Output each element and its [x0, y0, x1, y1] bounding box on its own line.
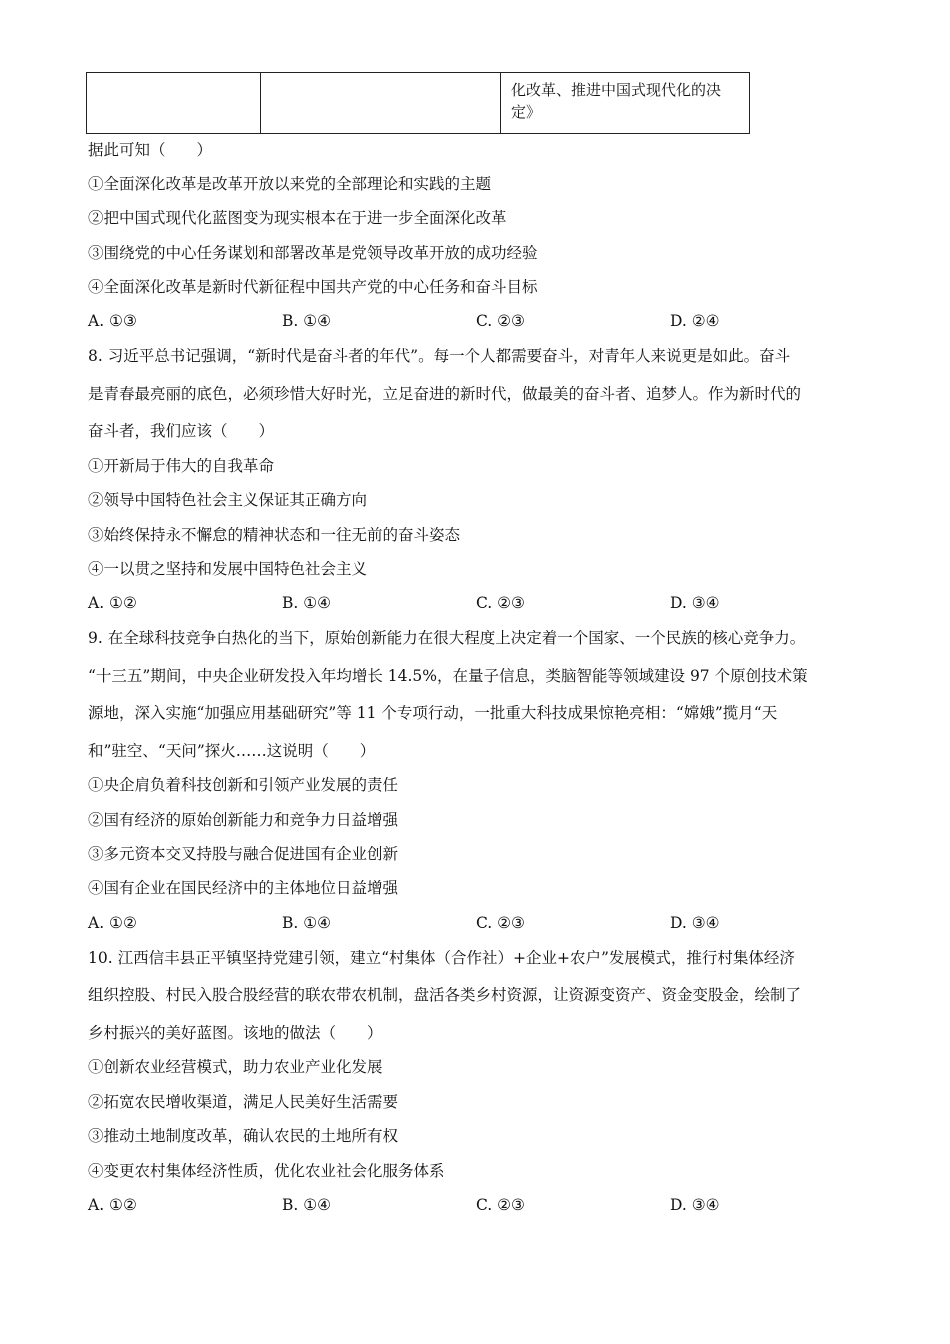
- q7-option-b: B. ①④: [282, 312, 332, 330]
- q10-item-3: ③推动土地制度改革，确认农民的土地所有权: [88, 1127, 399, 1145]
- q9-option-b: B. ①④: [282, 914, 332, 932]
- q9-option-d: D. ③④: [670, 914, 720, 932]
- q9-item-4: ④国有企业在国民经济中的主体地位日益增强: [88, 879, 399, 897]
- table-row: [87, 73, 750, 134]
- q7-option-c: C. ②③: [476, 312, 525, 330]
- q9-stem-line-1: 9. 在全球科技竞争白热化的当下，原始创新能力在很大程度上决定着一个国家、一个民族的核心竞争力。: [88, 629, 806, 647]
- q8-option-c: C. ②③: [476, 594, 525, 612]
- q10-option-c: C. ②③: [476, 1196, 525, 1214]
- q8-stem-line-2: 是青春最亮丽的底色，必须珍惜大好时光，立足奋进的新时代，做最美的奋斗者、追梦人。作为新时代的: [88, 385, 802, 403]
- q7-item-4: ④全面深化改革是新时代新征程中国共产党的中心任务和奋斗目标: [88, 278, 538, 296]
- continuation-table: [86, 72, 750, 134]
- q8-item-1: ①开新局于伟大的自我革命: [88, 457, 275, 475]
- q8-option-d: D. ③④: [670, 594, 720, 612]
- q9-stem-line-2: “十三五”期间，中央企业研发投入年均增长 14.5%，在量子信息，类脑智能等领域建设 97 个原创技术策: [88, 667, 808, 685]
- q8-item-4: ④一以贯之坚持和发展中国特色社会主义: [88, 560, 368, 578]
- q9-stem-line-3: 源地，深入实施“加强应用基础研究”等 11 个专项行动，一批重大科技成果惊艳亮相：“嫦娥”揽月“天: [88, 704, 778, 722]
- q9-item-2: ②国有经济的原始创新能力和竞争力日益增强: [88, 811, 399, 829]
- q8-option-a: A. ①②: [88, 594, 137, 612]
- q9-option-c: C. ②③: [476, 914, 525, 932]
- q9-item-1: ①央企肩负着科技创新和引领产业发展的责任: [88, 776, 399, 794]
- q10-option-b: B. ①④: [282, 1196, 332, 1214]
- q8-item-3: ③始终保持永不懈怠的精神状态和一往无前的奋斗姿态: [88, 526, 461, 544]
- q10-item-1: ①创新农业经营模式，助力农业产业化发展: [88, 1058, 383, 1076]
- q10-item-2: ②拓宽农民增收渠道，满足人民美好生活需要: [88, 1093, 399, 1111]
- q7-item-3: ③围绕党的中心任务谋划和部署改革是党领导改革开放的成功经验: [88, 244, 538, 262]
- q8-option-b: B. ①④: [282, 594, 332, 612]
- q8-stem-line-3: 奋斗者，我们应该（ ）: [88, 422, 275, 440]
- q7-option-d: D. ②④: [670, 312, 720, 330]
- q9-item-3: ③多元资本交叉持股与融合促进国有企业创新: [88, 845, 399, 863]
- table-cell-1: [87, 73, 261, 134]
- q10-stem-line-1: 10. 江西信丰县正平镇坚持党建引领，建立“村集体（合作社）+企业+农户”发展模式，推行村集体经济: [88, 949, 795, 967]
- q7-option-a: A. ①③: [88, 312, 137, 330]
- q9-option-a: A. ①②: [88, 914, 137, 932]
- q7-stem: 据此可知（ ）: [88, 141, 213, 159]
- table-cell-3: 化改革、推进中国式现代化的决定》: [501, 73, 750, 134]
- q10-stem-line-2: 组织控股、村民入股合股经营的联农带农机制，盘活各类乡村资源，让资源变资产、资金变股金，绘制了: [88, 986, 802, 1004]
- q9-stem-line-4: 和”驻空、“天问”探火……这说明（ ）: [88, 742, 376, 760]
- q10-stem-line-3: 乡村振兴的美好蓝图。该地的做法（ ）: [88, 1024, 383, 1042]
- q10-item-4: ④变更农村集体经济性质，优化农业社会化服务体系: [88, 1162, 445, 1180]
- q7-item-1: ①全面深化改革是改革开放以来党的全部理论和实践的主题: [88, 175, 492, 193]
- q10-option-d: D. ③④: [670, 1196, 720, 1214]
- table-cell-2: [261, 73, 501, 134]
- q7-item-2: ②把中国式现代化蓝图变为现实根本在于进一步全面深化改革: [88, 209, 507, 227]
- q10-option-a: A. ①②: [88, 1196, 137, 1214]
- q8-item-2: ②领导中国特色社会主义保证其正确方向: [88, 491, 368, 509]
- q8-stem-line-1: 8. 习近平总书记强调，“新时代是奋斗者的年代”。每一个人都需要奋斗，对青年人来说更是如此。奋斗: [88, 347, 791, 365]
